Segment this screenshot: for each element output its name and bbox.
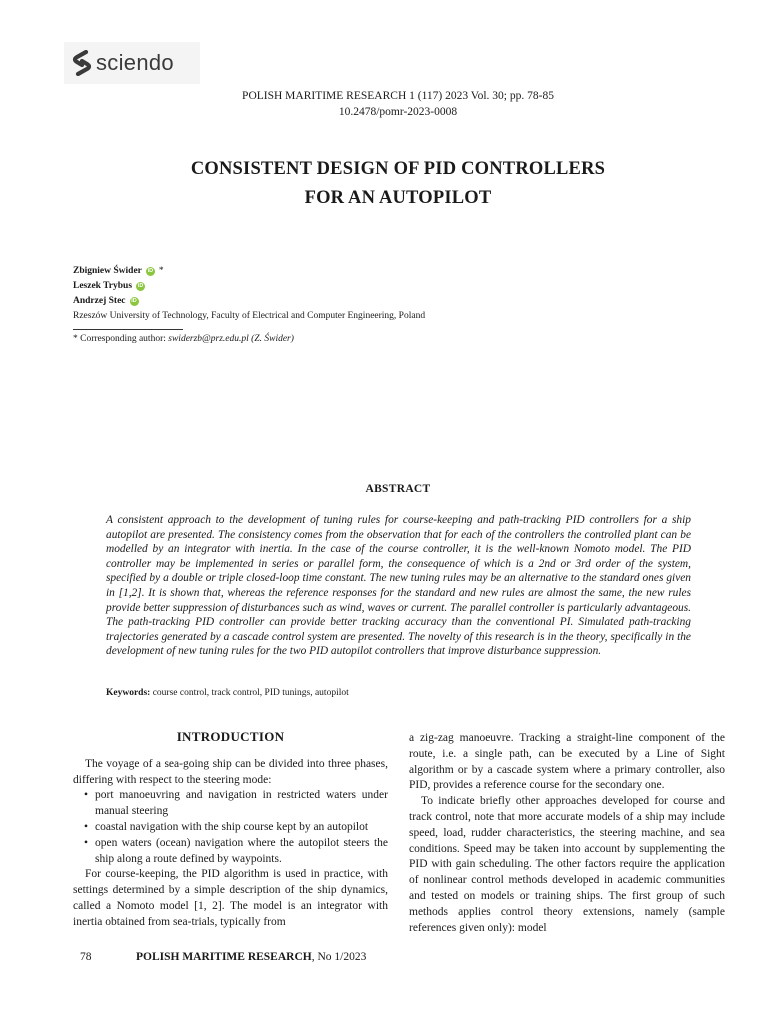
paragraph: a zig-zag manoeuvre. Tracking a straight-line component of the route, i.e. a single path, can be executed by a Line of Sight algorithm or by a cascade system where a primary controller, also PID, provides a reference course for the secondary one. (409, 732, 725, 792)
list-item: • port manoeuvring and navigation in restricted waters under manual steering (73, 788, 388, 820)
section-heading: INTRODUCTION (176, 729, 285, 744)
corresponding-mark: * (158, 266, 164, 276)
orcid-icon[interactable]: iD (147, 268, 154, 274)
bullet-list (73, 788, 388, 867)
affiliation: Rzeszów University of Technology, Faculty of Electrical and Computer Engineering, Poland (73, 311, 426, 321)
keywords (106, 688, 349, 698)
left-column (73, 729, 388, 931)
logo-wordmark: sciendo (96, 50, 174, 75)
author-name: Zbigniew Świder (73, 266, 142, 276)
footer-journal: POLISH MARITIME RESEARCH (136, 951, 312, 963)
paragraph: The voyage of a sea-going ship can be divided into three phases, differing with respect to the steering mode: (73, 757, 388, 786)
author-2 (73, 279, 425, 294)
paragraph: For course-keeping, the PID algorithm is used in practice, with settings determined by a simple description of the ship dynamics, called a Nomoto model [1, 2]. The model is an integrator with inertia obtained from sea-trials, typically from (73, 868, 388, 928)
abstract-text: A consistent approach to the development of tuning rules for course-keeping and path-tracking PID controllers for a ship autopilot are presented. The consistency comes from the observation that for each of the controllers the controlled plant can be modelled by an integrator with inertia. In the case of the course controller, it is the well-known Nomoto model. The PID controller may be implemented in series or parallel form, the consequence of which is a 2nd or 3rd order of the system, specified by a double or triple closed-loop time constant. The new tuning rules may be an alternative to the standard ones given in [1,2]. It is shown that, whereas the reference responses for the standard and new rules are almost the same, the new rules provide better suppression of disturbances such as wind, waves or current. The parallel controller is particularly advantageous. The path-tracking PID controller can provide better tracking accuracy than the conventional PI. Simulated path-tracking trajectories generated by a cascade control system are presented. The novelty of this research is in the theory, specifically in the development of new tuning rules for the two PID autopilot controllers that improve disturbance suppression. (106, 514, 691, 658)
author-list (73, 264, 425, 324)
author-3 (73, 294, 425, 309)
title-line-1: CONSISTENT DESIGN OF PID CONTROLLERS (190, 159, 606, 179)
title-line-2: FOR AN AUTOPILOT (304, 188, 492, 208)
journal-citation: POLISH MARITIME RESEARCH 1 (117) 2023 Vol. 30; pp. 78-85 (242, 90, 554, 102)
author-name: Leszek Trybus (73, 281, 133, 291)
list-item: • open waters (ocean) navigation where the autopilot steers the ship along a route defined by waypoints. (73, 836, 388, 868)
page-number: 78 (80, 951, 92, 963)
orcid-icon[interactable]: iD (137, 283, 144, 289)
right-column (409, 731, 725, 936)
sciendo-s-icon (72, 50, 92, 76)
keywords-label: Keywords: (106, 688, 151, 698)
corresponding-label: * Corresponding author: (73, 334, 166, 344)
footnote-divider (73, 329, 183, 330)
list-item: • coastal navigation with the ship course kept by an autopilot (73, 820, 388, 836)
author-1 (73, 264, 425, 279)
journal-info (0, 88, 768, 120)
paper-title (0, 155, 768, 213)
paragraph: To indicate briefly other approaches developed for course and track control, note that more accurate models of a ship may include speed, load, rudder characteristics, the steering machine, and sea conditions. Speed may be taken into account by supplementing the PID with gain scheduling. The other factors require the application of nonlinear control methods developed in academic communities and tested on models or training ships. The first group of such methods applies control theory extensions, namely (sample references given only): model (409, 795, 725, 934)
page-footer (80, 951, 366, 963)
corresponding-author (73, 334, 294, 344)
author-name: Andrzej Stec (73, 296, 126, 306)
corresponding-email[interactable]: swiderzb@prz.edu.pl (Z. Świder) (168, 334, 294, 344)
abstract-heading: ABSTRACT (365, 483, 431, 495)
footer-issue: , No 1/2023 (311, 951, 367, 963)
journal-doi: 10.2478/pomr-2023-0008 (338, 106, 458, 118)
orcid-icon[interactable]: iD (131, 298, 137, 304)
publisher-logo (64, 42, 200, 84)
keywords-text: course control, track control, PID tunings, autopilot (152, 688, 349, 698)
